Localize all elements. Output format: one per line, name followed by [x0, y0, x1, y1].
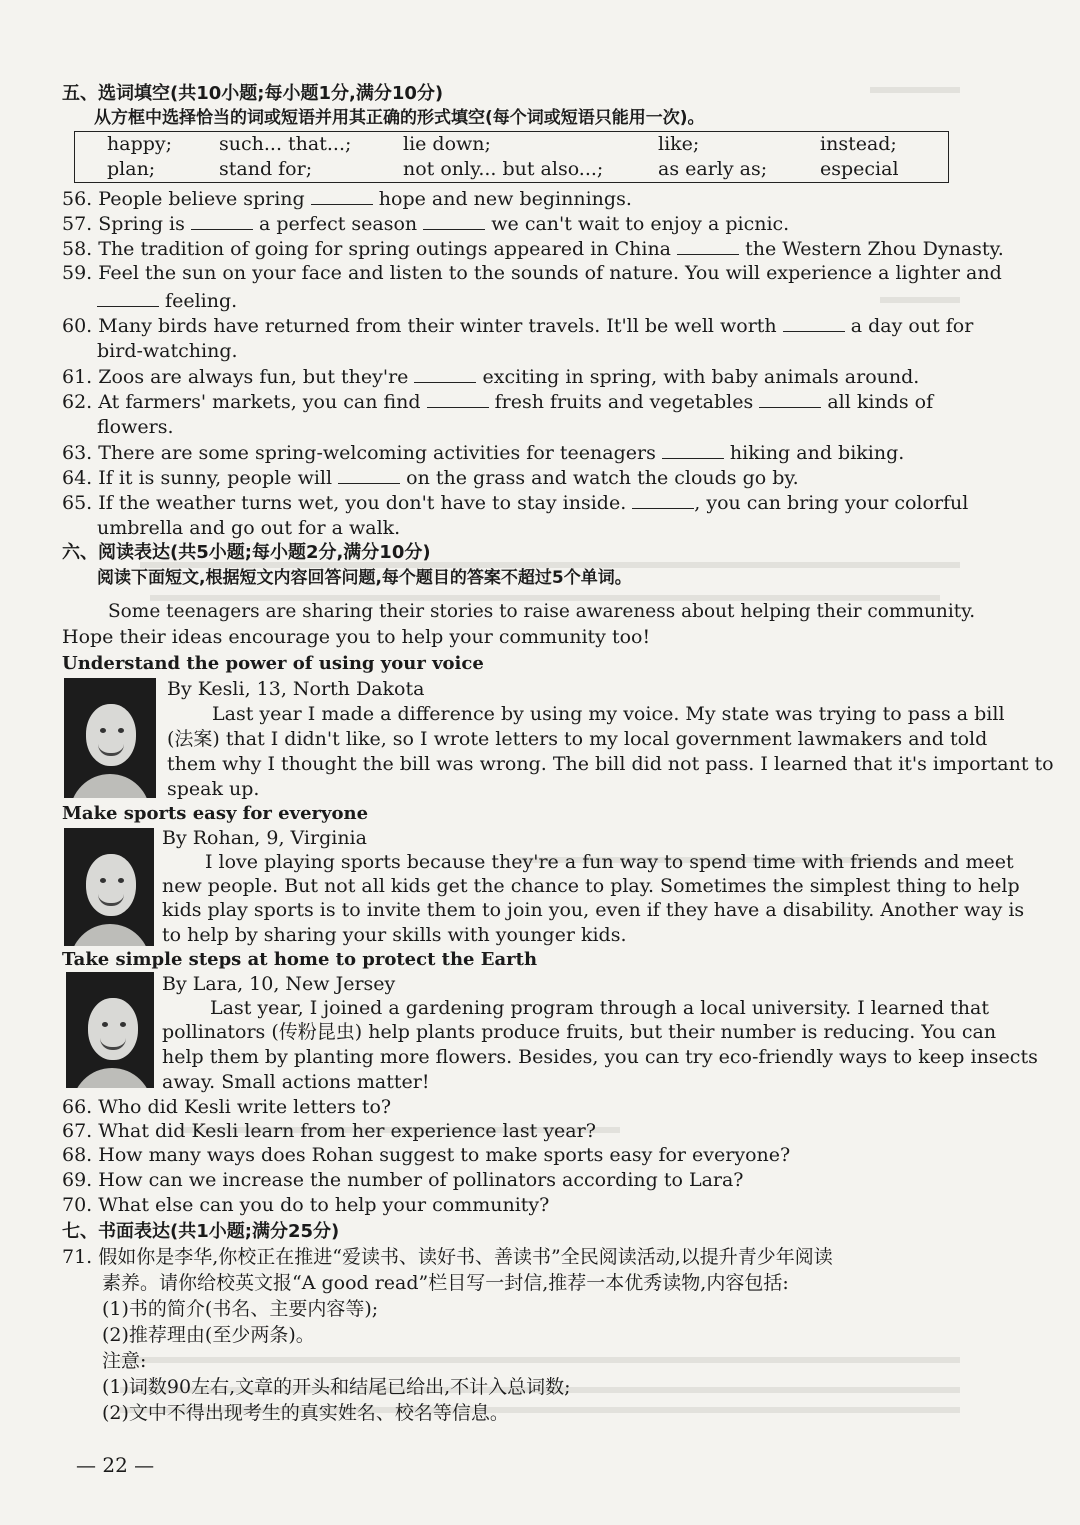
word-option: such... that...; [219, 133, 352, 155]
writing-task-line: (2)推荐理由(至少两条)。 [102, 1324, 315, 1346]
story-title: Understand the power of using your voice [62, 653, 484, 674]
answer-blank[interactable] [759, 389, 821, 408]
word-option: happy; [107, 133, 173, 155]
writing-task-line: 注意: [102, 1350, 147, 1372]
story-line: pollinators (传粉昆虫) help plants produce fruits, but their number is reducing. You can [162, 1021, 997, 1043]
question-58: 58. The tradition of going for spring outings appeared in China the Western Zhou Dynasty. [62, 238, 1004, 260]
question-59-cont: feeling. [97, 288, 997, 313]
lara-photo [66, 972, 154, 1088]
page-number: — 22 — [76, 1453, 155, 1477]
story-line: them why I thought the bill was wrong. The bill did not pass. I learned that it's important to [167, 753, 1054, 775]
section6-heading: 六、阅读表达(共5小题;每小题2分,满分10分) [62, 542, 431, 563]
story-line: help them by planting more flowers. Besides, you can try eco-friendly ways to keep insects [162, 1046, 1038, 1068]
word-option: plan; [107, 158, 156, 180]
story-line: Last year, I joined a gardening program through a local university. I learned that [210, 997, 989, 1019]
passage-intro: Some teenagers are sharing their stories to raise awareness about helping their community. [108, 601, 976, 622]
question-62-cont: flowers. [97, 416, 174, 438]
writing-task-line: 71. 假如你是李华,你校正在推进“爱读书、读好书、善读书”全民阅读活动,以提升青少年阅读 [62, 1246, 833, 1268]
word-option: instead; [820, 133, 897, 155]
word-bank-box [74, 131, 949, 183]
section6-instruction: 阅读下面短文,根据短文内容回答问题,每个题目的答案不超过5个单词。 [97, 568, 632, 588]
section5-instruction: 从方框中选择恰当的词或短语并用其正确的形式填空(每个词或短语只能用一次)。 [94, 108, 705, 128]
question-67: 67. What did Kesli learn from her experience last year? [62, 1120, 596, 1142]
question-60: 60. Many birds have returned from their winter travels. It'll be well worth a day out for [62, 315, 974, 337]
writing-task-line: (1)书的简介(书名、主要内容等); [102, 1298, 379, 1320]
story-line: away. Small actions matter! [162, 1071, 430, 1093]
answer-blank[interactable] [677, 236, 739, 255]
answer-blank[interactable] [97, 288, 159, 307]
story-byline: By Kesli, 13, North Dakota [167, 678, 425, 700]
answer-blank[interactable] [783, 313, 845, 332]
answer-blank[interactable] [632, 490, 694, 509]
story-line: (法案) that I didn't like, so I wrote letters to my local government lawmakers and told [167, 728, 988, 750]
word-option: lie down; [403, 133, 491, 155]
question-57: 57. Spring is a perfect season we can't wait to enjoy a picnic. [62, 213, 790, 235]
writing-task-line: (2)文中不得出现考生的真实姓名、校名等信息。 [102, 1402, 509, 1424]
answer-blank[interactable] [662, 440, 724, 459]
question-56: 56. People believe spring hope and new beginnings. [62, 188, 632, 210]
word-option: not only... but also...; [403, 158, 604, 180]
word-option: especial [820, 158, 899, 180]
section5-heading: 五、选词填空(共10小题;每小题1分,满分10分) [62, 83, 444, 104]
answer-blank[interactable] [191, 211, 253, 230]
story-line: speak up. [167, 778, 260, 800]
answer-blank[interactable] [427, 389, 489, 408]
question-68: 68. How many ways does Rohan suggest to make sports easy for everyone? [62, 1144, 791, 1166]
story-line: kids play sports is to invite them to join you, even if they have a disability. Another way is [162, 899, 1025, 921]
answer-blank[interactable] [423, 211, 485, 230]
question-64: 64. If it is sunny, people will on the grass and watch the clouds go by. [62, 467, 799, 489]
word-option: stand for; [219, 158, 313, 180]
question-65: 65. If the weather turns wet, you don't have to stay inside. , you can bring your colorful [62, 492, 969, 514]
word-option: as early as; [658, 158, 768, 180]
word-option: like; [658, 133, 700, 155]
rohan-photo [64, 828, 154, 946]
question-59: 59. Feel the sun on your face and listen to the sounds of nature. You will experience a lighter and [62, 262, 1002, 284]
story-line: to help by sharing your skills with younger kids. [162, 924, 627, 946]
story-line: I love playing sports because they're a fun way to spend time with friends and meet [205, 851, 1014, 873]
story-title: Take simple steps at home to protect the Earth [62, 949, 538, 970]
passage-intro: Hope their ideas encourage you to help your community too! [62, 626, 651, 648]
section7-heading: 七、书面表达(共1小题;满分25分) [62, 1221, 340, 1242]
story-byline: By Rohan, 9, Virginia [162, 827, 367, 849]
writing-task-line: 素养。请你给校英文报“A good read”栏目写一封信,推荐一本优秀读物,内容包括: [102, 1272, 789, 1294]
question-62: 62. At farmers' markets, you can find fresh fruits and vegetables all kinds of [62, 391, 934, 413]
question-70: 70. What else can you do to help your community? [62, 1194, 550, 1216]
question-66: 66. Who did Kesli write letters to? [62, 1096, 392, 1118]
question-69: 69. How can we increase the number of pollinators according to Lara? [62, 1169, 744, 1191]
question-63: 63. There are some spring-welcoming activities for teenagers hiking and biking. [62, 442, 905, 464]
kesli-photo [64, 678, 156, 798]
question-65-cont: umbrella and go out for a walk. [97, 517, 401, 539]
question-60-cont: bird-watching. [97, 340, 238, 362]
story-line: new people. But not all kids get the chance to play. Sometimes the simplest thing to help [162, 875, 1020, 897]
story-byline: By Lara, 10, New Jersey [162, 973, 396, 995]
writing-task-line: (1)词数90左右,文章的开头和结尾已给出,不计入总词数; [102, 1376, 571, 1398]
story-line: Last year I made a difference by using my voice. My state was trying to pass a bill [212, 703, 1005, 725]
question-61: 61. Zoos are always fun, but they're exciting in spring, with baby animals around. [62, 366, 920, 388]
answer-blank[interactable] [311, 186, 373, 205]
answer-blank[interactable] [338, 465, 400, 484]
story-title: Make sports easy for everyone [62, 803, 369, 824]
answer-blank[interactable] [414, 364, 476, 383]
